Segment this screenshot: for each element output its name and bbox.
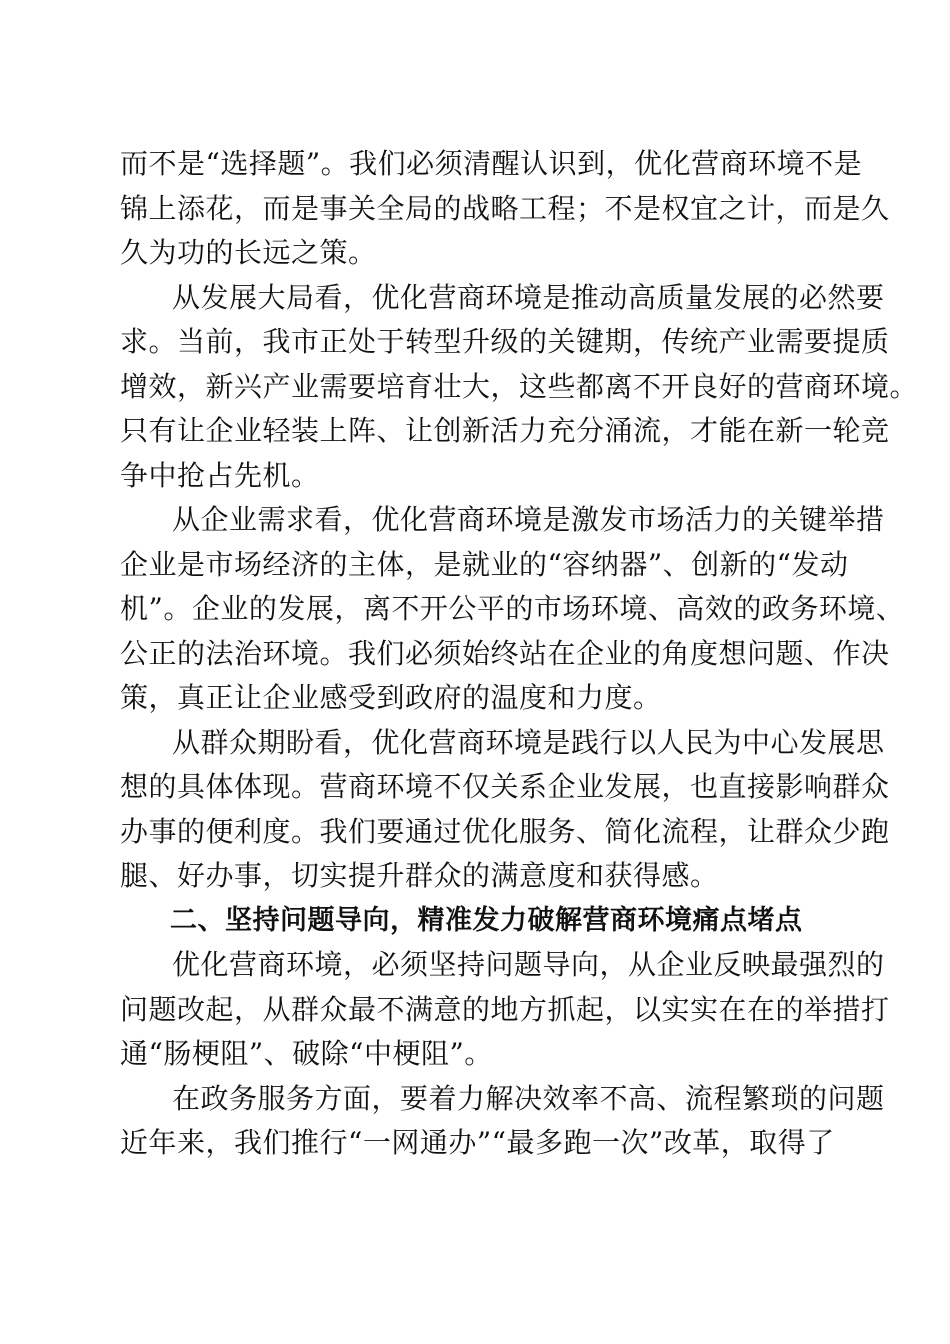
paragraph-4 — [120, 721, 890, 899]
text-line: 只有让企业轻装上阵、让创新活力充分涌流，才能在新一轮竞 — [120, 414, 890, 447]
text-line: 久为功的长远之策。 — [120, 236, 377, 269]
text-line: 问题改起，从群众最不满意的地方抓起，以实实在在的举措打 — [120, 992, 890, 1026]
text-line: 通“肠梗阻”、破除“中梗阻”。 — [120, 1037, 493, 1070]
paragraph-3 — [120, 498, 905, 721]
text-line: 而不是“选择题”。我们必须清醒认识到，优化营商环境不是 — [120, 147, 863, 180]
text-line: 近年来，我们推行“一网通办”“最多跑一次”改革，取得了 — [120, 1126, 835, 1159]
text-line: 在政务服务方面，要着力解决效率不高、流程繁琐的问题 — [172, 1081, 885, 1115]
text-line: 办事的便利度。我们要通过优化服务、简化流程，让群众少跑 — [120, 814, 890, 848]
text-line: 争中抢占先机。 — [120, 458, 320, 492]
text-line: 锦上添花，而是事关全局的战略工程；不是权宜之计，而是久 — [120, 191, 890, 225]
paragraph-6 — [120, 1077, 885, 1166]
text-line: 想的具体体现。营商环境不仅关系企业发展，也直接影响群众 — [120, 770, 890, 803]
text-line: 机”。企业的发展，离不开公平的市场环境、高效的政务环境、 — [120, 592, 905, 625]
text-line: 优化营商环境，必须坚持问题导向，从企业反映最强烈的 — [172, 948, 885, 981]
text-line: 增效，新兴产业需要培育壮大，这些都离不开良好的营商环境。 — [120, 369, 919, 403]
text-line: 公正的法治环境。我们必须始终站在企业的角度想问题、作决 — [120, 636, 890, 670]
text-line: 从企业需求看，优化营商环境是激发市场活力的关键举措 — [172, 503, 885, 536]
document-body — [120, 142, 919, 1166]
text-line: 从群众期盼看，优化营商环境是践行以人民为中心发展思 — [172, 725, 885, 759]
text-line: 策，真正让企业感受到政府的温度和力度。 — [120, 681, 662, 714]
text-line: 腿、好办事，切实提升群众的满意度和获得感。 — [120, 859, 719, 892]
text-line: 求。当前，我市正处于转型升级的关键期，传统产业需要提质 — [120, 325, 890, 358]
paragraph-1 — [120, 142, 890, 276]
section-heading: 二、坚持问题导向，精准发力破解营商环境痛点堵点 — [170, 904, 803, 936]
paragraph-2 — [120, 276, 919, 499]
text-line: 企业是市场经济的主体，是就业的“容纳器”、创新的“发动 — [120, 547, 849, 581]
text-line: 从发展大局看，优化营商环境是推动高质量发展的必然要 — [172, 280, 885, 314]
paragraph-5 — [120, 943, 890, 1077]
